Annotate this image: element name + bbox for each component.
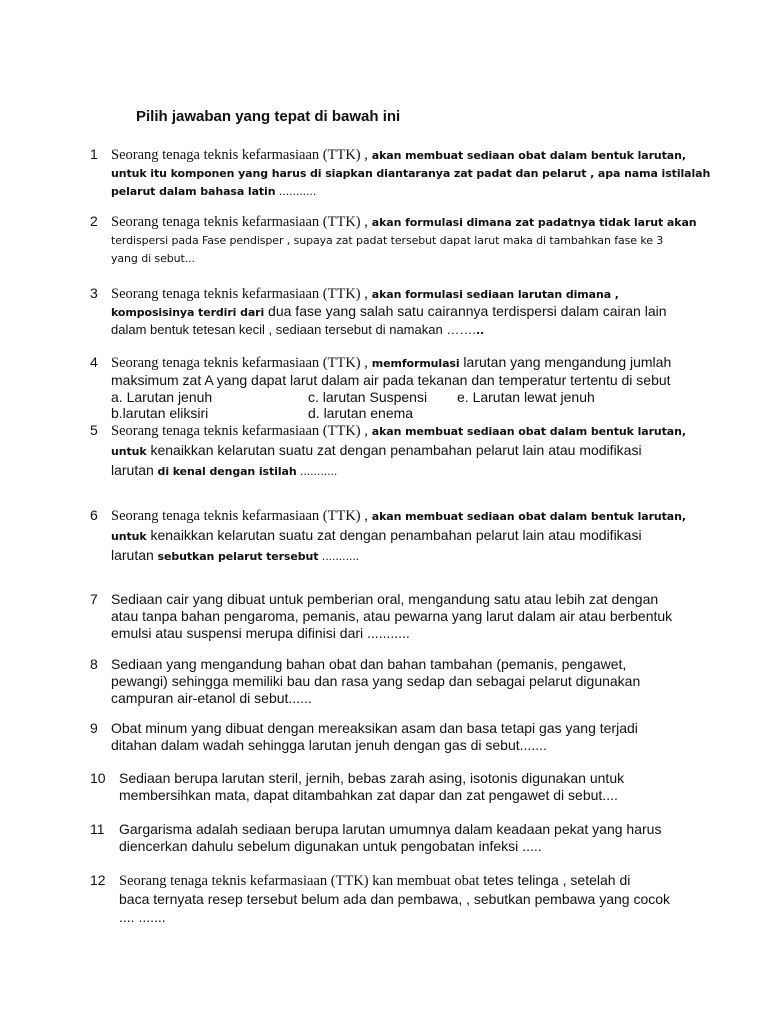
answer-blank: ........... xyxy=(296,465,338,478)
question-number: 9 xyxy=(90,720,98,736)
option-c: c. larutan Suspensi xyxy=(308,389,428,405)
question-number: 11 xyxy=(90,821,105,837)
question-text: komposisinya terdiri dari xyxy=(111,306,265,319)
question-text: diencerkan dahulu sebelum digunakan untuk pengobatan infeksi ..... xyxy=(119,838,542,854)
question-text: dua fase yang salah satu cairannya terdispersi dalam cairan lain xyxy=(264,303,667,319)
question-text: pelarut dalam bahasa latin xyxy=(111,185,276,198)
question-text: larutan xyxy=(111,547,154,563)
question-text: maksimum zat A yang dapat larut dalam air pada tekanan dan temperatur tertentu di sebut xyxy=(111,372,671,388)
option-b: b.larutan eliksiri xyxy=(111,405,209,421)
question-number: 7 xyxy=(90,591,98,607)
question-text: untuk itu komponen yang harus di siapkan diantaranya zat padat dan pelarut , apa nama istilalah xyxy=(111,167,711,180)
question-prefix: Seorang tenaga teknis kefarmasiaan (TTK) , xyxy=(111,423,368,439)
question-prefix: Seorang tenaga teknis kefarmasiaan (TTK) , xyxy=(111,355,368,371)
question-number: 5 xyxy=(90,422,98,438)
question-text: terdispersi pada Fase pendisper , supaya zat padat tersebut dapat larut maka di tambahkan fase ke 3 xyxy=(111,234,664,247)
question-text: akan formulasi dimana zat padatnya tidak larut akan xyxy=(371,216,697,229)
question-text: untuk xyxy=(111,445,147,458)
question-text: sebutkan pelarut tersebut xyxy=(153,550,319,563)
question-text: kenaikkan kelarutan suatu zat dengan penambahan pelarut lain atau modifikasi xyxy=(146,527,642,543)
question-text: emulsi atau suspensi merupa difinisi dari ........... xyxy=(111,625,410,641)
answer-blank: ........... xyxy=(275,185,317,198)
question-text: ditahan dalam wadah sehingga larutan jenuh dengan gas di sebut....... xyxy=(111,737,547,753)
question-text: campuran air-etanol di sebut...... xyxy=(111,690,312,706)
answer-options-row xyxy=(111,405,728,421)
question-text: akan membuat sediaan obat dalam bentuk larutan, xyxy=(371,510,686,523)
question-text: Sediaan yang mengandung bahan obat dan bahan tambahan (pemanis, pengawet, xyxy=(111,656,627,672)
question-text: membersihkan mata, dapat ditambahkan zat dapar dan zat pengawet di sebut.... xyxy=(119,787,618,803)
answer-options-row xyxy=(111,389,728,405)
question-number: 8 xyxy=(90,656,98,672)
question-text: Obat minum yang dibuat dengan mereaksikan asam dan basa tetapi gas yang terjadi xyxy=(111,720,638,736)
option-d: d. larutan enema xyxy=(308,405,414,421)
question-text: Sediaan cair yang dibuat untuk pemberian oral, mengandung satu atau lebih zat dengan xyxy=(111,591,659,607)
question-text: Sediaan berupa larutan steril, jernih, bebas zarah asing, isotonis digunakan untuk xyxy=(119,770,625,786)
question-text: untuk xyxy=(111,530,147,543)
answer-blank: .. xyxy=(475,324,485,337)
option-e: e. Larutan lewat jenuh xyxy=(457,389,595,405)
question-text: pewangi) sehingga memiliki bau dan rasa yang sedap dan sebagai pelarut digunakan xyxy=(111,673,641,689)
question-number: 2 xyxy=(90,213,98,229)
question-text: baca ternyata resep tersebut belum ada dan pembawa, , sebutkan pembawa yang cocok xyxy=(119,891,671,907)
question-prefix: Seorang tenaga teknis kefarmasiaan (TTK) , xyxy=(111,286,368,302)
option-a: a. Larutan jenuh xyxy=(111,389,213,405)
question-text: di kenal dengan istilah xyxy=(153,465,297,478)
answer-blank: ........... xyxy=(318,550,360,563)
question-text: akan membuat sediaan obat dalam bentuk larutan, xyxy=(371,149,686,162)
question-number: 12 xyxy=(90,872,106,888)
question-number: 1 xyxy=(90,146,98,162)
question-number: 6 xyxy=(90,507,98,523)
question-text: Gargarisma adalah sediaan berupa larutan umumnya dalam keadaan pekat yang harus xyxy=(119,821,662,837)
question-text: tetes telinga , setelah di xyxy=(479,872,631,888)
question-number: 4 xyxy=(90,354,98,370)
question-text: kenaikkan kelarutan suatu zat dengan penambahan pelarut lain atau modifikasi xyxy=(146,442,642,458)
question-text: atau tanpa bahan pengaroma, pemanis, atau pewarna yang larut dalam air atau berbentuk xyxy=(111,608,673,624)
question-text: larutan yang mengandung jumlah xyxy=(459,354,672,370)
question-text: akan membuat sediaan obat dalam bentuk larutan, xyxy=(371,425,686,438)
question-text: memformulasi xyxy=(371,357,460,370)
question-prefix: Seorang tenaga teknis kefarmasiaan (TTK) , xyxy=(111,508,368,524)
question-number: 3 xyxy=(90,285,98,301)
answer-blank: ……. xyxy=(446,322,476,337)
question-text: Seorang tenaga teknis kefarmasiaan (TTK) kan membuat obat xyxy=(119,873,480,889)
question-prefix: Seorang tenaga teknis kefarmasiaan (TTK) , xyxy=(111,214,368,230)
question-text: larutan xyxy=(111,462,154,478)
question-number: 10 xyxy=(90,770,106,786)
answer-blank: .... ....... xyxy=(119,909,166,925)
question-text: yang di sebut... xyxy=(111,252,195,265)
question-prefix: Seorang tenaga teknis kefarmasiaan (TTK) , xyxy=(111,147,368,163)
page-title: Pilih jawaban yang tepat di bawah ini xyxy=(136,108,401,125)
question-text: akan formulasi sediaan larutan dimana , xyxy=(371,288,619,301)
question-text: dalam bentuk tetesan kecil , sediaan tersebut di namakan xyxy=(111,322,447,337)
